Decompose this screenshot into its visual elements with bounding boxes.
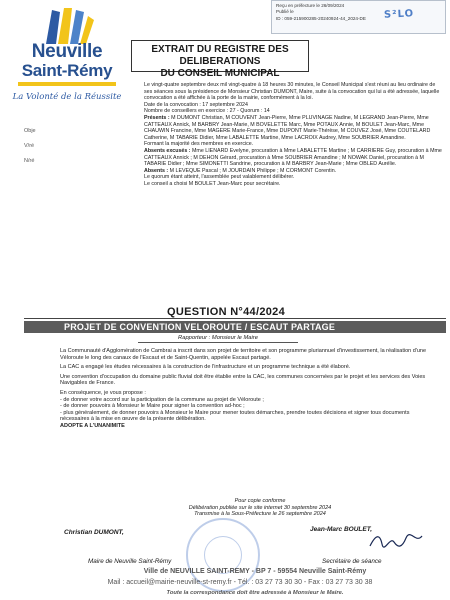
deliberation-content — [60, 348, 440, 433]
deliberation-preamble — [144, 82, 444, 188]
content-paragraph-6: - de donner pouvoirs à Monsieur le Maire pour signer la convention ad-hoc ; — [60, 403, 245, 410]
signature-icon — [368, 532, 424, 550]
preamble-intro: Le vingt-quatre septembre deux mil vingt-quatre à 18 heures 30 minutes, le Conseil Municipal s'est réuni au lieu ordinaire de ses séances sous la présidence de Monsieur Christian DUMONT, Maire, suite à la convocation qui lui a été adressée, laquelle convocation a été affichée à la porte de la mairie, conformément à la loi. — [144, 82, 440, 102]
correspondence-note: Toute la correspondance doit être adressée à Monsieur le Maire. — [166, 590, 344, 596]
logo-name-line1: Neuville — [31, 41, 103, 62]
adoption-result: ADOPTE A L'UNANIMITE — [60, 422, 125, 429]
content-paragraph-5: - de donner votre accord sur la participation de la commune au projet de Véloroute ; — [60, 396, 264, 403]
excused-paragraph — [144, 148, 444, 168]
content-paragraph-7: - plus généralement, de donner pouvoirs à Monsieur le Maire pour mener toutes démarches, prendre toutes décisions et signer tous documents nécessaires à la mise en œuvre de la présente délibération. — [60, 409, 410, 423]
secretary-name: Jean-Marc BOULET, — [310, 526, 373, 533]
logo-slogan: La Volonté de la Réussite — [12, 92, 122, 102]
absents-paragraph — [144, 168, 444, 175]
presents-label: Présents : — [144, 114, 170, 121]
mayor-role: Maire de Neuville Saint-Rémy — [88, 558, 172, 565]
absents-list: M LEVEQUE Pascal ; M JOURDAIN Philippe ; M CORMONT Corentin. — [169, 167, 337, 174]
document-title-box — [131, 40, 309, 79]
member-counts: Nombre de conseillers en exercice : 27 - Quorum : 14 — [144, 108, 270, 115]
certified-copy-block — [185, 498, 335, 518]
town-logo — [8, 6, 126, 108]
margin-label-nref: N/ré — [24, 158, 35, 164]
absents-label: Absents : — [144, 167, 169, 174]
excused-list: Mme LIENARD Evelyne, procuration à Mme LABALETTE Martine ; M CARRIERE Guy, procuration à Mme CATTEAUX Annick ; M DEHON Gérard, procuration à Mme SOUBRIER Amandine ; M NOWAK Daniel, procuration à M TABARIE Didier ; Mme SIMONETTI Sandrine, procuration à M BARBRY Jean-Marie ; Mme OBLED Aurélie. — [144, 147, 442, 168]
presents-paragraph — [144, 115, 444, 141]
publication-date: Délibération publiée sur le site internet 30 septembre 2024 — [188, 504, 332, 511]
town-address: Ville de NEUVILLE SAINT-REMY - BP 7 - 59554 Neuville Saint-Rémy — [143, 568, 367, 575]
receipt-line-3: ID : 059-215900285-20240924-44_2024-DE — [276, 15, 366, 21]
receipt-line-2: Publié le — [276, 9, 294, 15]
prefecture-receipt-box — [271, 0, 446, 34]
quorum-statement: Le quorum étant atteint, l'assemblée peut valablement délibérer. — [144, 174, 295, 181]
question-divider — [24, 318, 446, 319]
sun-logo-icon — [38, 6, 98, 46]
rapporteur: Rapporteur : Monsieur le Maire — [138, 335, 298, 343]
certified-copy: Pour copie conforme — [234, 498, 286, 504]
margin-labels — [24, 124, 36, 169]
presents-list: M DUMONT Christian, M COUVENT Jean-Pierre, Mme PLUVINAGE Nadine, M LEGRAND Jean-Pierre, Mme CATTEAUX Annick, M BARBRY Jean-Marie, M BOVELETTE Marc, Mme POTAUX Annie, M BOULET Jean-Marc, Mme CHAUWIN Francine, Mme MAGERE Marie-France, Mme DUPONT Marie-Thérèse, M COUVEZ José, Mme COUTELARD Catherine, M TABARIE Didier, Mme LABALETTE Martine, Mme LACROIX Audrey, Mme SOUBRIER Amandine. — [144, 114, 431, 141]
town-contact: Mail : accueil@mairie-neuville-st-remy.fr - Tél. : 03 27 73 30 30 - Fax : 03 27 73 30 38 — [107, 579, 373, 586]
transmission-date: Transmise à la Sous-Préfecture le 26 septembre 2024 — [194, 511, 326, 518]
document-title-line1: EXTRAIT DU REGISTRE DES DELIBERATIONS — [151, 44, 289, 67]
secretary-role: Secrétaire de séance — [322, 558, 382, 565]
margin-label-vref: V/ré — [24, 143, 35, 149]
mayor-name: Christian DUMONT, — [64, 529, 124, 536]
document-title-line2: DU CONSEIL MUNICIPAL — [160, 68, 280, 79]
question-number: QUESTION N°44/2024 — [166, 306, 285, 318]
excused-label: Absents excusés : — [144, 147, 191, 154]
subject-banner: PROJET DE CONVENTION VELOROUTE / ESCAUT PARTAGE — [24, 321, 446, 333]
majority-statement: Formant la majorité des membres en exercice. — [144, 141, 254, 148]
logo-name-line2: Saint-Rémy — [21, 61, 113, 80]
convocation-date: Date de la convocation : 17 septembre 2024 — [144, 101, 248, 108]
content-paragraph-4: En conséquence, je vous propose : — [60, 389, 146, 396]
slo-stamp: S²LO — [383, 8, 415, 21]
content-paragraph-2: La CAC a engagé les études nécessaires à la construction de l'infrastructure et un programme technique a été élaboré. — [60, 364, 351, 371]
margin-label-object: Obje — [24, 128, 36, 134]
content-paragraph-3: Une convention d'occupation du domaine public fluvial doit être établie entre la CAC, les communes concernées par le projet et les services des Voies Navigables de France. — [60, 373, 426, 387]
secretary-statement: Le conseil a choisi M BOULET Jean-Marc pour secrétaire. — [144, 180, 281, 187]
content-paragraph-1: La Communauté d'Agglomération de Cambrai a inscrit dans son projet de territoire et son programme pluriannuel d'investissement, la réalisation d'une Véloroute le long des canaux de l'Escaut et de Saint-Quentin, appelée Escaut partagé. — [60, 348, 427, 361]
logo-divider — [18, 82, 116, 86]
receipt-line-1: Reçu en préfecture le 26/09/2024 — [276, 3, 345, 8]
